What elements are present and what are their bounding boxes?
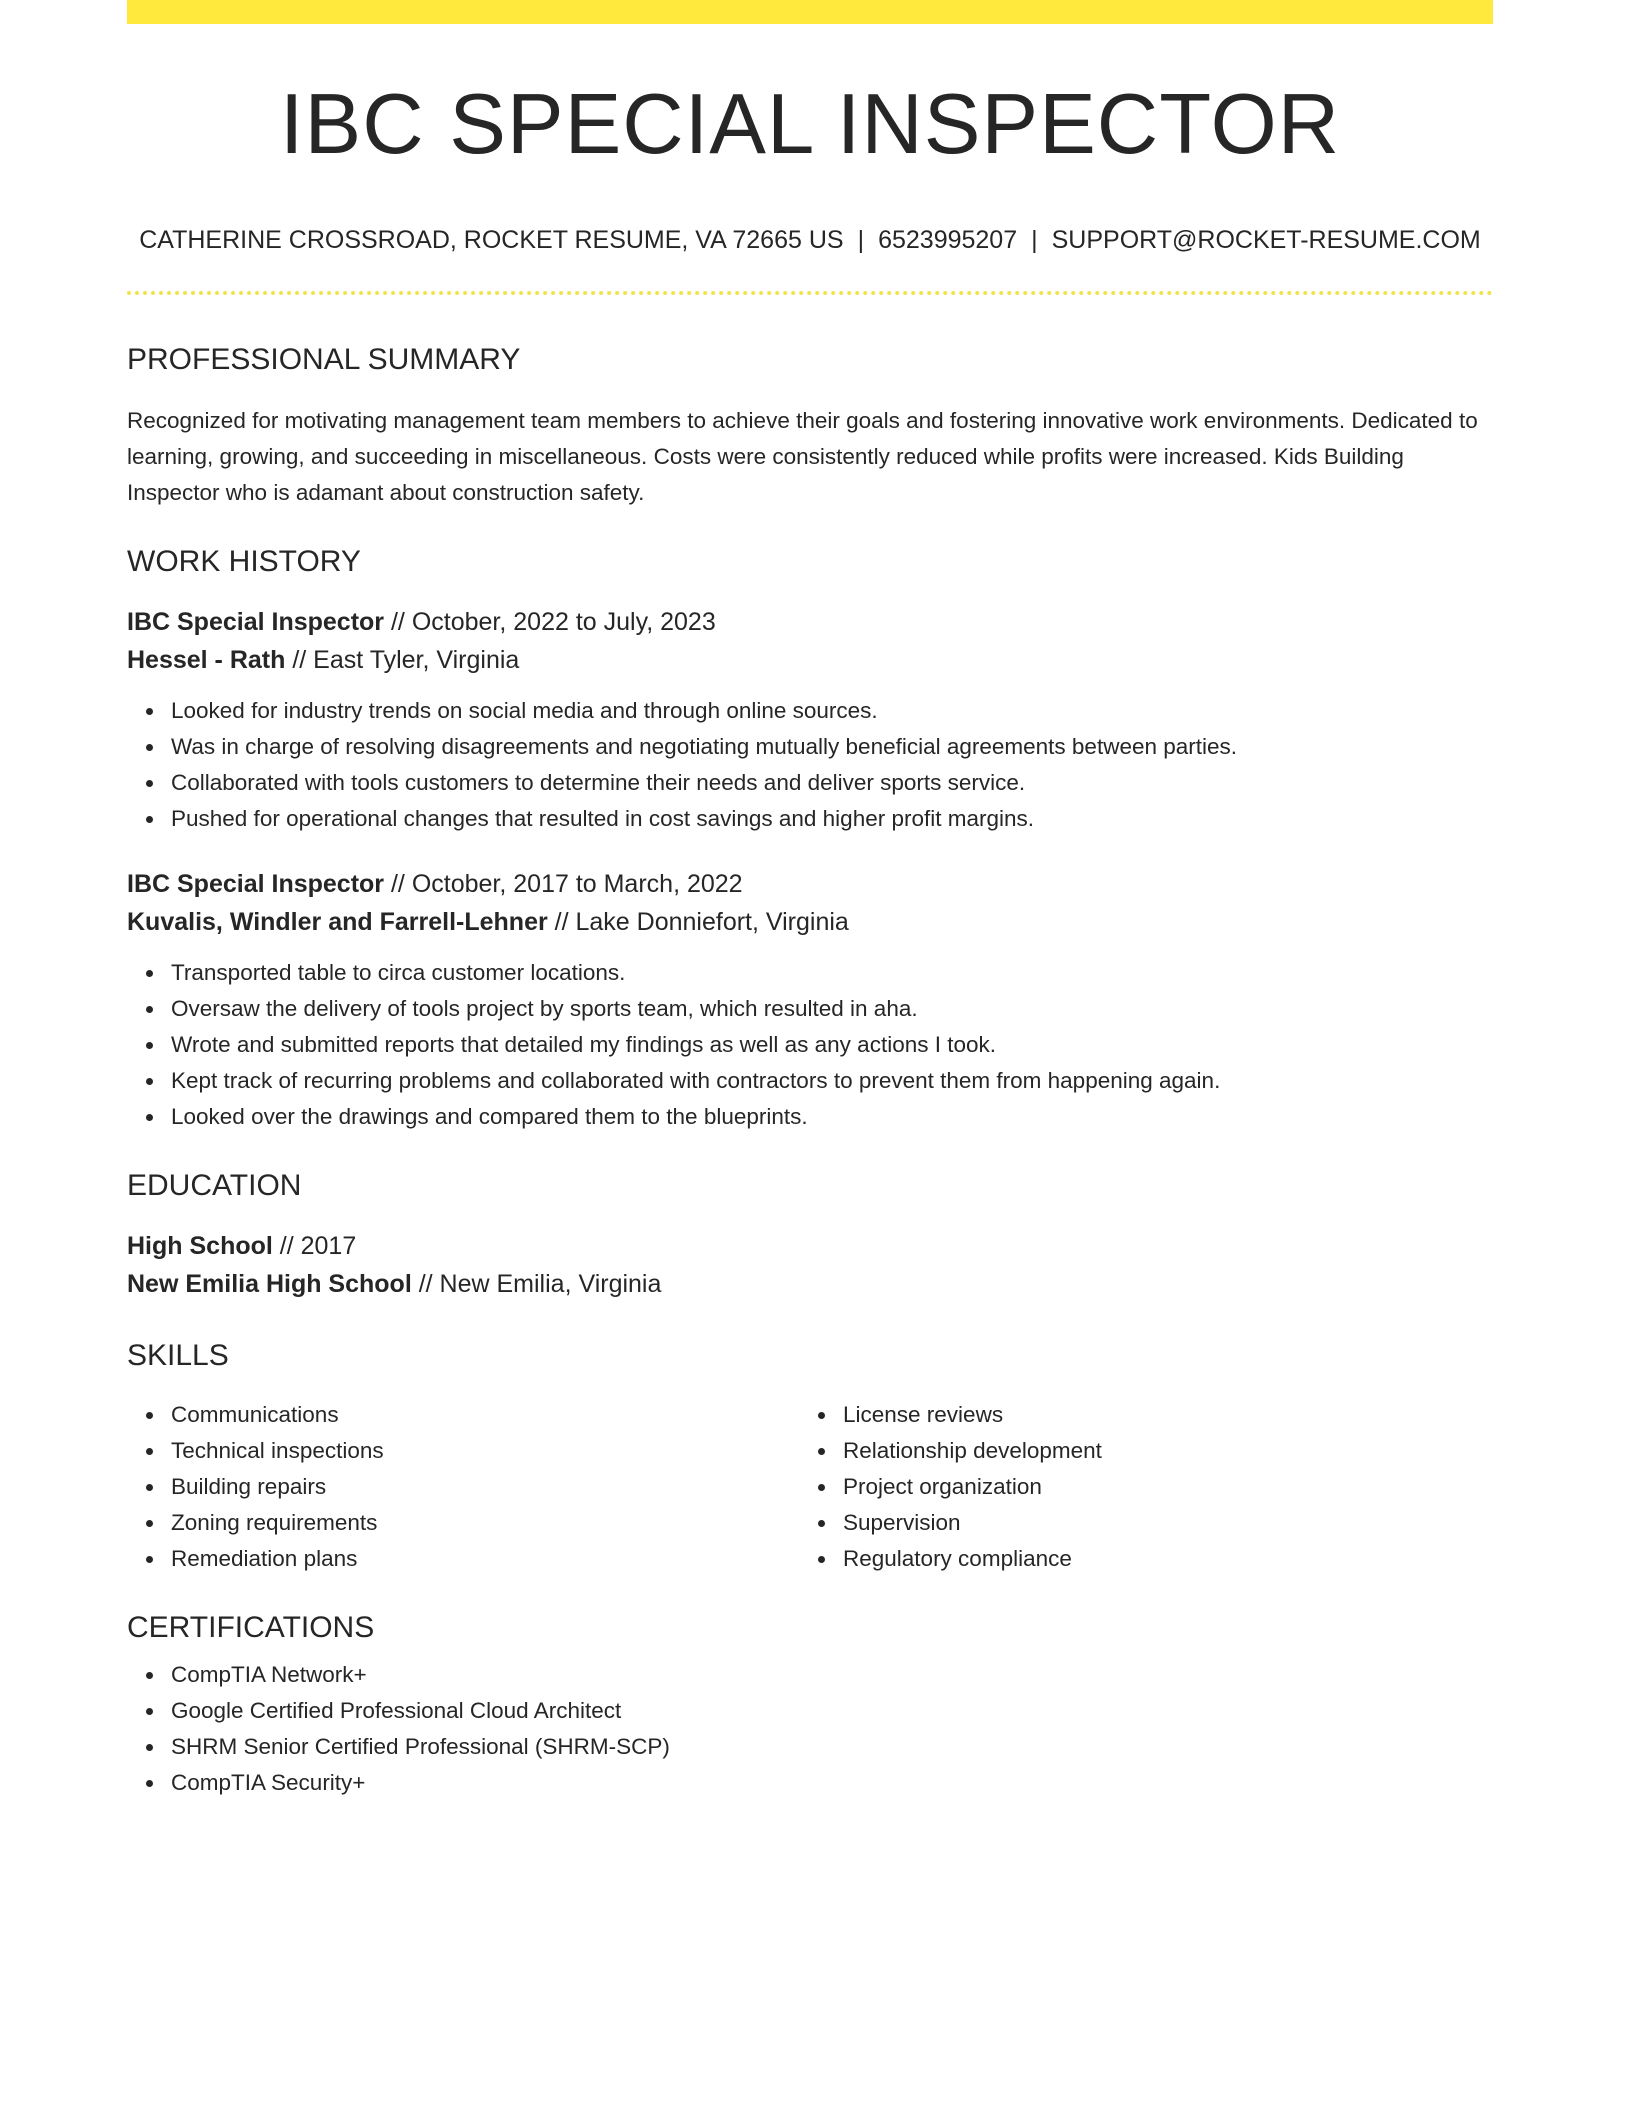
contact-separator: | xyxy=(1031,226,1038,254)
job-bullet: Looked over the drawings and compared them to the blueprints. xyxy=(171,1099,1493,1135)
certification-item: CompTIA Network+ xyxy=(171,1657,1493,1693)
job-bullet: Pushed for operational changes that resulted in cost savings and higher profit margins. xyxy=(171,801,1493,837)
candidate-title: IBC SPECIAL INSPECTOR xyxy=(279,77,1341,172)
job-location: // East Tyler, Virginia xyxy=(285,646,520,674)
skills-column xyxy=(799,1397,1493,1577)
skill-item: Supervision xyxy=(843,1505,1493,1541)
skills-grid xyxy=(127,1397,1493,1577)
skill-item: Technical inspections xyxy=(171,1433,799,1469)
work-history-heading: WORK HISTORY xyxy=(127,545,361,578)
education-entry xyxy=(127,1227,1493,1303)
job-role: IBC Special Inspector xyxy=(127,608,385,636)
skill-item: Building repairs xyxy=(171,1469,799,1505)
job-bullet: Wrote and submitted reports that detailed my findings as well as any actions I took. xyxy=(171,1027,1493,1063)
education-degree-line xyxy=(127,1227,1493,1265)
education-location: // New Emilia, Virginia xyxy=(411,1270,662,1298)
job-location: // Lake Donniefort, Virginia xyxy=(547,908,849,936)
skills-column xyxy=(127,1397,799,1577)
summary-text: Recognized for motivating management team members to achieve their goals and fostering innovative work environments. Dedicated to learning, growing, and succeeding in miscellaneous. Costs were consistently reduced while profits were increased. Kids Building Inspector who is adamant about construction safety. xyxy=(127,408,1478,505)
job-role-line xyxy=(127,603,1493,641)
contact-separator: | xyxy=(857,226,865,254)
job-company: Kuvalis, Windler and Farrell-Lehner xyxy=(127,908,548,936)
job-bullet: Kept track of recurring problems and collaborated with contractors to prevent them from happening again. xyxy=(171,1063,1493,1099)
job-entry xyxy=(127,865,1493,941)
certification-item: SHRM Senior Certified Professional (SHRM-SCP) xyxy=(171,1729,1493,1765)
job-dates: // October, 2017 to March, 2022 xyxy=(384,870,743,898)
job-company-line xyxy=(127,641,1493,679)
skill-item: Relationship development xyxy=(843,1433,1493,1469)
certifications-heading: CERTIFICATIONS xyxy=(127,1611,375,1644)
education-year: // 2017 xyxy=(272,1232,357,1260)
contact-line xyxy=(127,228,1493,253)
job-bullet: Was in charge of resolving disagreements and negotiating mutually beneficial agreements between parties. xyxy=(171,729,1493,765)
skills-list xyxy=(127,1397,799,1577)
contact-address: CATHERINE CROSSROAD, ROCKET RESUME, VA 72665 US xyxy=(139,226,844,254)
skill-item: Zoning requirements xyxy=(171,1505,799,1541)
skill-item: Remediation plans xyxy=(171,1541,799,1577)
job-bullet: Collaborated with tools customers to determine their needs and deliver sports service. xyxy=(171,765,1493,801)
job-role: IBC Special Inspector xyxy=(127,870,385,898)
skills-heading: SKILLS xyxy=(127,1339,229,1372)
contact-email: SUPPORT@ROCKET-RESUME.COM xyxy=(1051,226,1481,254)
job-company-line xyxy=(127,903,1493,941)
job-role-line xyxy=(127,865,1493,903)
skill-item: Project organization xyxy=(843,1469,1493,1505)
contact-phone: 6523995207 xyxy=(878,226,1018,254)
dotted-divider xyxy=(127,291,1493,295)
job-bullet: Transported table to circa customer locations. xyxy=(171,955,1493,991)
job-bullets xyxy=(127,693,1493,837)
job-bullets xyxy=(127,955,1493,1135)
job-company: Hessel - Rath xyxy=(127,646,286,674)
skill-item: Regulatory compliance xyxy=(843,1541,1493,1577)
summary-heading: PROFESSIONAL SUMMARY xyxy=(127,343,521,376)
resume-page xyxy=(127,0,1493,1801)
certifications-list xyxy=(127,1657,1493,1801)
education-heading: EDUCATION xyxy=(127,1169,302,1202)
job-dates: // October, 2022 to July, 2023 xyxy=(384,608,716,636)
job-bullet: Looked for industry trends on social media and through online sources. xyxy=(171,693,1493,729)
skill-item: Communications xyxy=(171,1397,799,1433)
accent-bar xyxy=(127,0,1493,24)
education-school-line xyxy=(127,1265,1493,1303)
certification-item: CompTIA Security+ xyxy=(171,1765,1493,1801)
job-entry xyxy=(127,603,1493,679)
skill-item: License reviews xyxy=(843,1397,1493,1433)
education-degree: High School xyxy=(127,1232,273,1260)
education-school: New Emilia High School xyxy=(127,1270,412,1298)
certification-item: Google Certified Professional Cloud Architect xyxy=(171,1693,1493,1729)
skills-list xyxy=(799,1397,1493,1577)
job-bullet: Oversaw the delivery of tools project by sports team, which resulted in aha. xyxy=(171,991,1493,1027)
